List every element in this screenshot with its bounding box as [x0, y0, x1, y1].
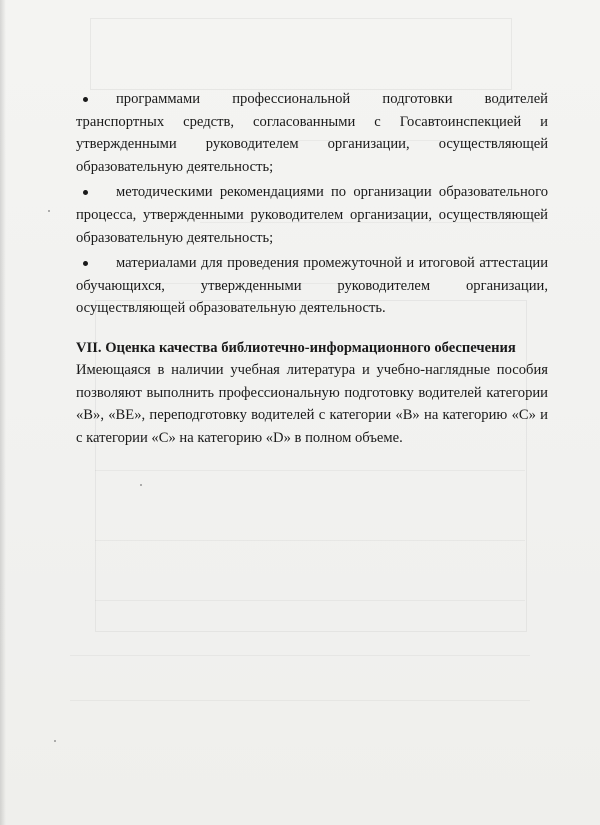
bullet-icon [83, 97, 88, 102]
bullet-item [76, 252, 548, 320]
bullet-text: программами профессиональной подготовки водителей транспортных средств, согласованными с Госавтоинспекцией и утвержденными руководителем организации, осуществляющей образовательную деятельность; [76, 91, 548, 175]
section-paragraph: Имеющаяся в наличии учебная литература и учебно-наглядные пособия позволяют выполнить профессиональную подготовку водителей категории «В», «ВЕ», переподготовку водителей с категории «В» на категорию «С» и с категории «С» на категорию «D» в полном объеме. [76, 361, 548, 446]
bleed-through-line [95, 540, 525, 541]
scan-speck [140, 484, 142, 486]
scan-edge-shadow [0, 0, 6, 825]
document-body [76, 88, 548, 449]
bullet-item [76, 88, 548, 178]
bullet-text: материалами для проведения промежуточной и итоговой аттестации обучающихся, утвержденными руководителем организации, осуществляющей образовательную деятельность. [76, 255, 548, 317]
scan-speck [54, 740, 56, 742]
bullet-text: методическими рекомендациями по организации образовательного процесса, утвержденными руководителем организации, осуществляющей образовательную деятельность; [76, 184, 548, 246]
scan-speck [48, 210, 50, 212]
bleed-through-line [70, 700, 530, 701]
section-heading: VII. Оценка качества библиотечно-информационного обеспечения [76, 339, 516, 356]
bullet-item [76, 181, 548, 249]
bleed-through-block [90, 18, 512, 90]
bleed-through-line [95, 600, 525, 601]
bleed-through-line [70, 655, 530, 656]
bleed-through-line [95, 470, 525, 471]
